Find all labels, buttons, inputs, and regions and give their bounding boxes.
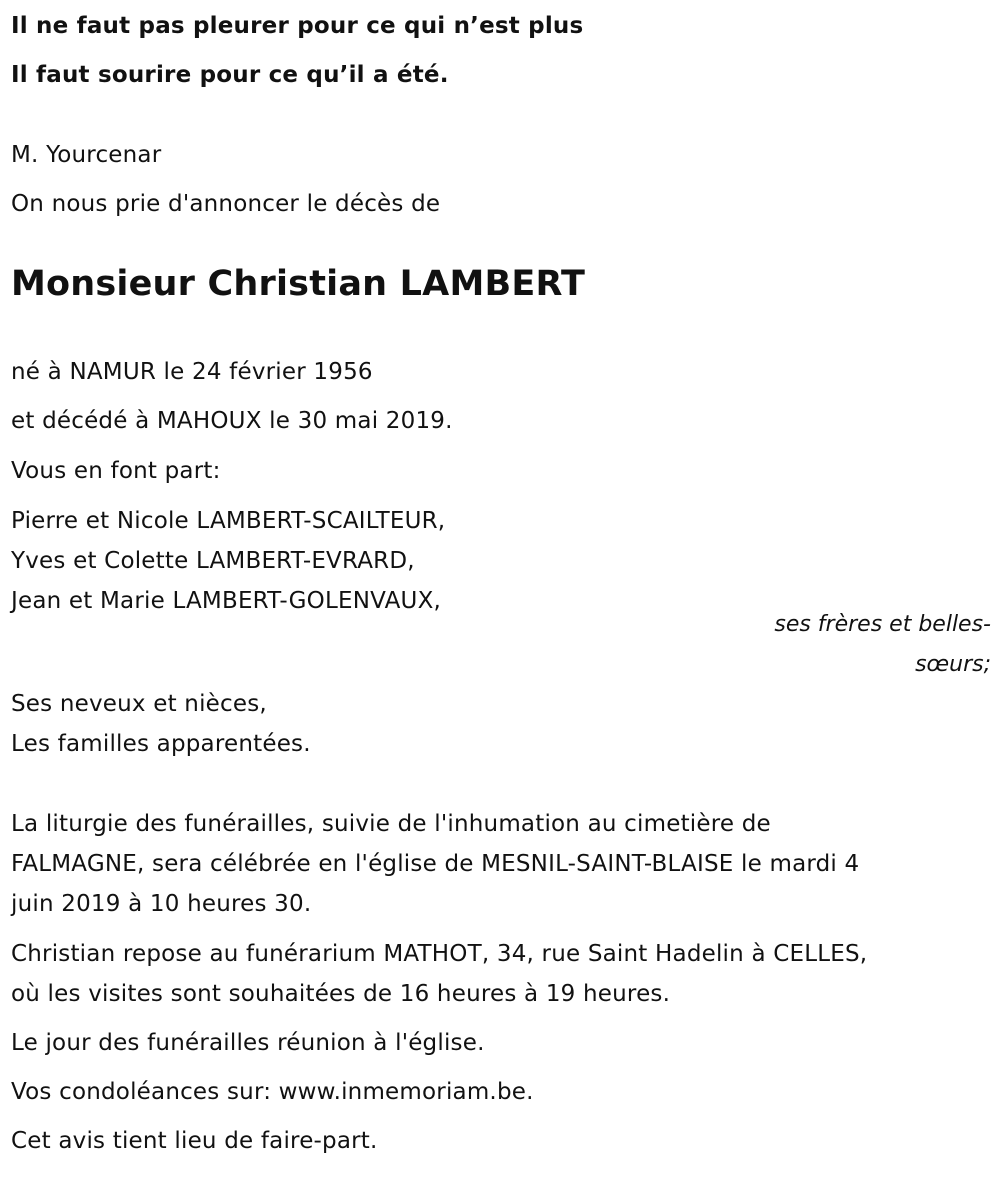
liturgy-line-2: FALMAGNE, sera célébrée en l'église de MESNIL-SAINT-BLAISE le mardi 4	[11, 851, 860, 877]
meeting-info: Le jour des funérailles réunion à l'église.	[11, 1030, 485, 1056]
quote-line-1: Il ne faut pas pleurer pour ce qui n’est plus	[11, 13, 584, 39]
quote-line-2: Il faut sourire pour ce qu’il a été.	[11, 62, 449, 88]
share-intro: Vous en font part:	[11, 458, 221, 484]
rest-line-2: où les visites sont souhaitées de 16 heures à 19 heures.	[11, 981, 671, 1007]
rest-line-1: Christian repose au funérarium MATHOT, 34, rue Saint Hadelin à CELLES,	[11, 941, 868, 967]
liturgy-line-1: La liturgie des funérailles, suivie de l'inhumation au cimetière de	[11, 811, 771, 837]
other-family-line-2: Les familles apparentées.	[11, 731, 311, 757]
sibling-line-2: Yves et Colette LAMBERT-EVRARD,	[11, 548, 415, 574]
siblings-relation-line-1: ses frères et belles-	[774, 612, 991, 637]
quote-author: M. Yourcenar	[11, 142, 162, 168]
deceased-name: Monsieur Christian LAMBERT	[11, 264, 586, 304]
announcement-intro: On nous prie d'annoncer le décès de	[11, 191, 441, 217]
notice-info: Cet avis tient lieu de faire-part.	[11, 1128, 378, 1154]
sibling-line-1: Pierre et Nicole LAMBERT-SCAILTEUR,	[11, 508, 446, 534]
liturgy-line-3: juin 2019 à 10 heures 30.	[11, 891, 312, 917]
other-family-line-1: Ses neveux et nièces,	[11, 691, 267, 717]
death-info: et décédé à MAHOUX le 30 mai 2019.	[11, 408, 453, 434]
sibling-line-3: Jean et Marie LAMBERT-GOLENVAUX,	[11, 588, 442, 614]
siblings-relation-line-2: sœurs;	[915, 652, 991, 677]
birth-info: né à NAMUR le 24 février 1956	[11, 359, 373, 385]
condolences-info: Vos condoléances sur: www.inmemoriam.be.	[11, 1079, 534, 1105]
